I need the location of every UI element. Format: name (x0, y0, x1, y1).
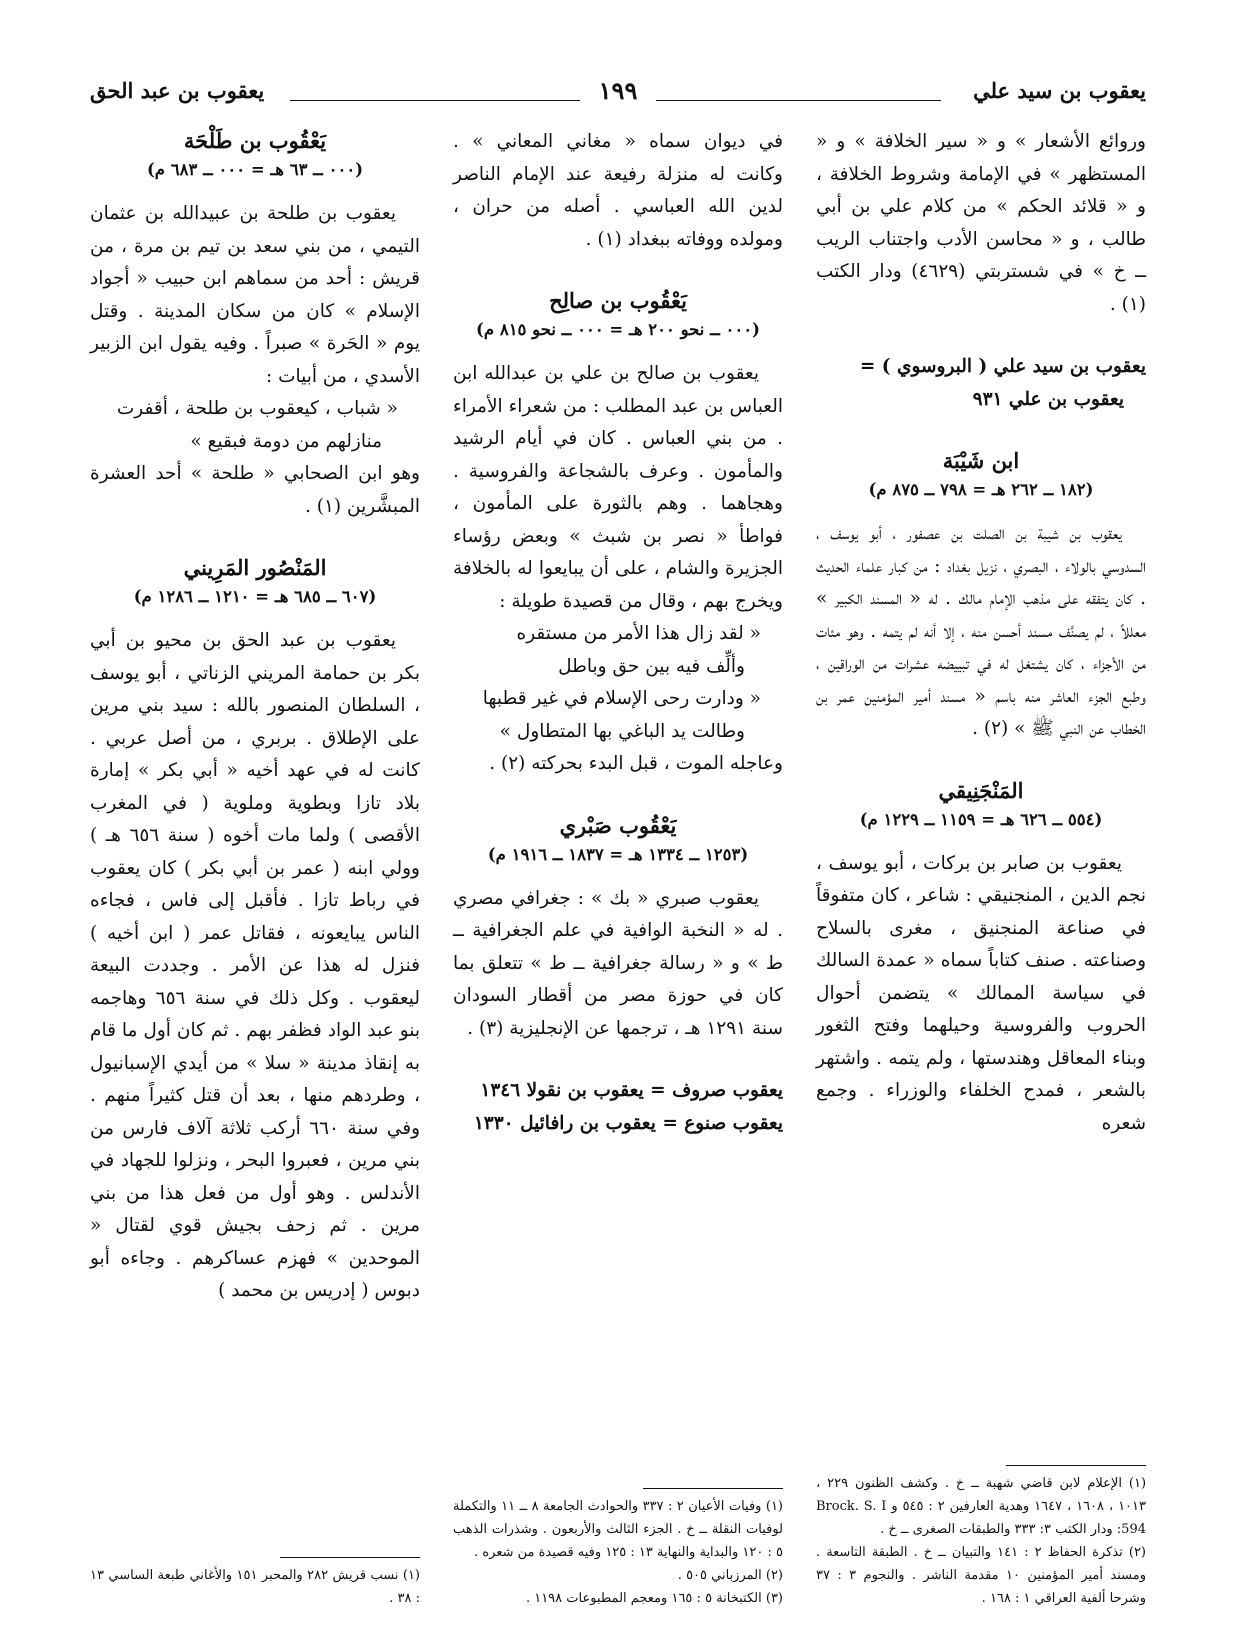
entry-body: يعقوب بن عبد الحق بن محيو بن أبي بكر بن حمامة المريني الزناتي ، أبو يوسف ، السلطان المنصور بالله : سيد بني مرين على الإطلاق . بربري ، من أصل عربي . كانت له في عهد أخيه « أبي بكر » إمارة بلاد تازا وبطوية وملوية ( في المغرب الأقصى ) ولما مات أخوه ( سنة ٦٥٦ هـ ) وولي ابنه ( عمر بن أبي بكر ) كان يعقوب في رباط تازا . فأقبل إلى فاس ، فجاءه الناس يبايعونه ، فقاتل عمر ( ابن أخيه ) فنزل له هذا عن الأمر . وجددت البيعة ليعقوب . وكل ذلك في سنة ٦٥٦ وهاجمه بنو عبد الواد فظفر بهم . ثم كان أول ما قام به إنقاذ مدينة « سلا » من أيدي الإسبانيول ، وطردهم منها ، بعد أن قتل كثيراً منهم . وفي سنة ٦٦٠ أركب ثلاثة آلاف فارس من بني مرين ، فعبروا البحر ، ونزلوا للجهاد في الأندلس . وهو أول من فعل هذا من بني مرين . ثم زحف بجيش قوي لقتال « الموحدين » فهزم عساكرهم . وجاءه أبو دبوس ( إدريس بن محمد ) (90, 630, 421, 1301)
verse-line: « لقد زال هذا الأمر من مستقره (516, 623, 761, 644)
running-header (90, 78, 1146, 114)
footnote-rule (643, 1488, 783, 1489)
header-rule-left (290, 100, 580, 101)
column-middle (453, 126, 783, 1610)
entry-body: يعقوب صبري « بك » : جغرافي مصري . له « النخبة الوافية في علم الجغرافية ــ ط » و « رسالة جغرافية ــ ط » تتعلق بما كان في حوزة مصر من أقطار السودان سنة ١٢٩١ هـ ، ترجمها عن الإنجليزية (٣) . (453, 887, 783, 1039)
footnote-1: (١) الإعلام لابن قاضي شهبة ــ خ . وكشف الظنون ٢٢٩ ، ١٠١٣ ، ١٦٠٨ ، ١٦٤٧ وهدية العارفين ٢ : ٥٤٥ و Brock. S. I :594 ودار الكتب ٣: ٣٣٣ والطبقات الصغرى ــ خ . (816, 1476, 1147, 1537)
cross-references (453, 1075, 783, 1140)
entry-yaqub-ibn-salih (453, 286, 783, 781)
footnote-2: (٢) تذكرة الحفاظ ٢ : ١٤١ والتبيان ــ خ . الطبقة التاسعة . ومسند أمير المؤمنين ١٠ مقدمة الناشر . والنجوم ٣ : ٣٧ وشرحا ألفية العراقي ١ : ١٦٨ . (816, 1545, 1146, 1606)
page-number: ١٩٩ (598, 76, 638, 105)
footnote-1: (١) نسب قريش ٢٨٢ والمحبر ١٥١ والأغاني طبعة الساسي ١٣ : ٣٨ . (90, 1568, 420, 1606)
header-right-title: يعقوب بن سيد علي (973, 78, 1146, 103)
footnote-rule (280, 1557, 420, 1558)
entry-title: المَنْصُور المَرِيني (183, 555, 327, 580)
entry-title: يَعْقُوب بن صالِح (549, 288, 687, 313)
entry-body-end: وعاجله الموت ، قبل البدء بحركته (٢) . (489, 753, 783, 774)
entry-dates: (٦٠٧ ــ ٦٨٥ هـ = ١٢١٠ ــ ١٢٨٦ م) (133, 587, 377, 606)
entry-yaqub-ibn-talha (90, 126, 420, 523)
entry-dates: (١٢٥٣ ــ ١٣٣٤ هـ = ١٨٣٧ ــ ١٩١٦ م) (487, 844, 749, 864)
entry-body: يعقوب بن صالح بن علي بن عبدالله ابن العباس بن عبد المطلب : من شعراء الأمراء . من بني العباس . كان في أيام الرشيد والمأمون . وعرف بالشجاعة والفروسية . وهجاهما . وهم بالثورة على المأمون ، فواطأ « نصر بن شبث » وبعض رؤساء الجزيرة والشام ، على أن يبايعوا له بالخلافة ويخرج بهم ، وقال من قصيدة طويلة : (453, 363, 783, 612)
entry-title: المَنْجَنِيقي (938, 777, 1024, 803)
entry-title: ابن شَيْبَة (942, 448, 1020, 473)
verse-line: منازلهم من دومة فبقيع » (190, 430, 382, 452)
cross-reference (816, 351, 1146, 416)
footnote-2: (٢) المرزباني ٥٠٥ . (677, 1568, 783, 1583)
cross-reference-target: يعقوب بن علي ٩٣١ (972, 388, 1124, 410)
footnote-1: (١) وفيات الأعيان ٢ : ٣٣٧ والحوادث الجامعة ٨ ــ ١١ والتكملة لوفيات النقلة ــ خ . الجزء الثالث والأربعون . وشذرات الذهب ٥ : ١٢٠ والبداية والنهاية ١٣ : ١٢٥ وفيه قصيدة من شعره . (453, 1499, 783, 1560)
cross-reference: يعقوب صروف = يعقوب بن نقولا ١٣٤٦ (480, 1080, 783, 1101)
entry-al-manjaniqi (816, 776, 1146, 1141)
footnote-3: (٣) الكتبخانة ٥ : ١٦٥ ومعجم المطبوعات ١١٩٨ . (525, 1591, 783, 1606)
footnote-rule (1006, 1465, 1146, 1466)
entry-body: يعقوب بن شيبة بن الصلت بن عصفور ، أبو يوسف ، السدوسي بالولاء ، البصري ، نزيل بغداد : من كبار علماء الحديث . كان يتفقه على مذهب الإمام مالك . له « المسند الكبير » معللاً ، لم يصنَّف مسند أحسن منه ، إلا أنه لم يتمه . وهو مئات من الأجزاء ، كان يشتغل له في تبييضه عشرات من الوراقين ، وطبع الجزء العاشر منه باسم « مسند أمير المؤمنين عمر بن الخطاب عن النبي ﷺ » (٢) . (816, 523, 1146, 739)
verse-line: وألِّف فيه بين حق وباطل (558, 655, 745, 677)
book-page (90, 70, 1146, 1610)
column-left (90, 126, 420, 1610)
verse-line: « شباب ، كيعقوب بن طلحة ، أقفرت (116, 398, 398, 419)
header-left-title: يعقوب بن عبد الحق (90, 78, 265, 103)
cross-reference-head: يعقوب بن سيد علي ( البروسوي ) = (859, 356, 1146, 377)
entry-title: يَعْقُوب صَبْري (559, 812, 677, 838)
entry-dates: (٠٠٠ ــ ٦٣ هـ = ٠٠٠ ــ ٦٨٣ م) (146, 160, 364, 179)
entry-ibn-shayba (816, 446, 1146, 746)
entry-dates: (١٨٢ ــ ٢٦٢ هـ = ٧٩٨ ــ ٨٧٥ م) (868, 480, 1094, 499)
footnotes (90, 1557, 420, 1610)
entry-body: يعقوب بن صابر بن بركات ، أبو يوسف ، نجم الدين ، المنجنيقي : شاعر ، كان متفوقاً في صناعة المنجنيق ، مغرى بالسلاح وصناعته . صنف كتاباً سماه « عمدة السالك في سياسة الممالك » يتضمن أحوال الحروب والفروسية وحيلهما وفتح الثغور وبناء المعاقل وهندستها ، ولم يتمه . واشتهر بالشعر ، فمدح الخلفاء والوزراء . وجمع شعره (816, 852, 1146, 1134)
entry-dates: (٥٥٤ ــ ٦٢٦ هـ = ١١٥٩ ــ ١٢٢٩ م) (859, 809, 1103, 829)
footnotes (453, 1488, 783, 1610)
header-rule-right (656, 100, 941, 101)
entry-title: يَعْقُوب بن طَلْحَة (183, 128, 327, 153)
column-right (816, 126, 1146, 1610)
entry-body-end: وهو ابن الصحابي « طلحة » أحد العشرة المبشَّرين (١) . (90, 463, 420, 517)
entry-al-mansur-al-marini (90, 553, 420, 1308)
entry-body: يعقوب بن طلحة بن عبيدالله بن عثمان التيمي ، من بني سعد بن تيم بن مرة ، من قريش : أحد من سماهم ابن حبيب « أجواد الإسلام » كان من سكان المدينة . وقتل يوم « الحَرة » صبراً . وفيه يقول ابن الزبير الأسدي ، من أبيات : (90, 203, 420, 387)
entry-yaqub-sabri (453, 811, 783, 1046)
cross-reference: يعقوب صنوع = يعقوب بن رافائيل ١٣٣٠ (473, 1112, 783, 1134)
verse-line: « ودارت رحى الإسلام في غير قطبها (482, 688, 761, 709)
entry-dates: (٠٠٠ ــ نحو ٢٠٠ هـ = ٠٠٠ ــ نحو ٨١٥ م) (476, 320, 760, 339)
verse-line: وطالت يد الباغي بها المتطاول » (499, 720, 745, 742)
continuation-paragraph: في ديوان سماه « مغاني المعاني » . وكانت له منزلة رفيعة عند الإمام الناصر لدين الله العباسي . أصله من حران ، ومولده ووفاته ببغداد (١) . (453, 131, 783, 250)
continuation-paragraph: وروائع الأشعار » و « سير الخلافة » و « المستظهر » في الإمامة وشروط الخلافة ، و « قلائد الحكم » من كلام علي بن أبي طالب ، و « محاسن الأدب واجتناب الريب ــ خ » في شستربتي (٤٦٢٩) ودار الكتب (١) . (816, 131, 1146, 315)
footnotes (816, 1465, 1146, 1610)
